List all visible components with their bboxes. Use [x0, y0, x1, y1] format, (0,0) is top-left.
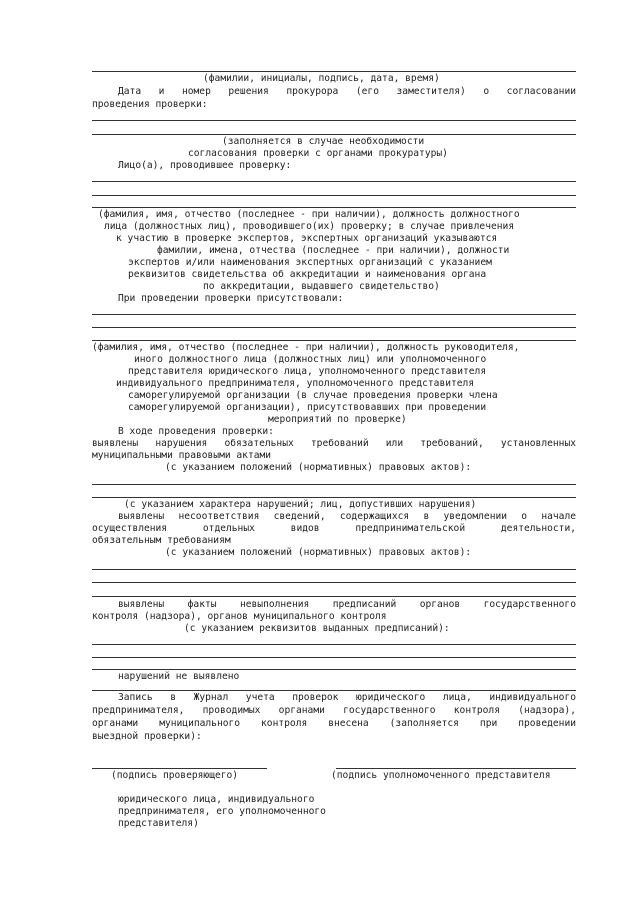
rule	[92, 181, 576, 182]
orders-line: выявлены факты невыполнения предписаний органов государственного	[118, 599, 576, 610]
present-caption-line: индивидуального предпринимателя, уполномоченного представителя	[116, 378, 475, 389]
journal-line: органами муниципального контроля внесена (заполняется при проведении	[92, 718, 576, 729]
journal-line: предпринимателя, проводимых органами государственного контроля (надзора),	[92, 705, 576, 716]
orders-caption: (с указанием реквизитов выданных предписаний):	[184, 623, 450, 634]
acts-caption: (с указанием положений (нормативных) правовых актов):	[165, 462, 472, 473]
journal-line: выездной проверки):	[92, 731, 202, 742]
sign-rep-cont: юридического лица, индивидуального	[118, 794, 315, 805]
rule	[92, 497, 576, 498]
present-caption-line: саморегулируемой организации), присутствовавших при проведении	[128, 402, 487, 413]
during-label: В ходе проведения проверки:	[118, 426, 274, 437]
rule	[92, 582, 576, 583]
rule	[92, 569, 576, 570]
acts-caption: (с указанием положений (нормативных) правовых актов):	[165, 547, 472, 558]
signature-line	[92, 768, 267, 769]
sign-rep-cont: представителя)	[118, 818, 199, 829]
agreement-note: (заполняется в случае необходимости	[222, 136, 425, 147]
inspector-caption-line: (фамилия, имя, отчество (последнее - при наличии), должность должностного	[98, 209, 520, 220]
rule	[92, 340, 576, 341]
rule	[92, 657, 576, 658]
inspector-caption-line: по аккредитации, выдавшего свидетельство)	[203, 281, 440, 292]
inspector-caption-line: реквизитов свидетельства об аккредитации и наименования органа	[128, 269, 487, 280]
sign-rep-cont: предпринимателя, его уполномоченного	[118, 806, 326, 817]
mismatch-line: обязательным требованиям	[92, 535, 231, 546]
rule	[92, 207, 576, 208]
sign-inspector: (подпись проверяющего)	[111, 770, 239, 781]
rule	[92, 669, 576, 670]
present-caption-line: (фамилия, имя, отчество (последнее - при наличии), должность руководителя,	[92, 342, 520, 353]
present-caption-line: мероприятий по проверке)	[268, 414, 407, 425]
rule	[92, 644, 576, 645]
no-violations: нарушений не выявлено	[118, 671, 240, 682]
rule	[92, 484, 576, 485]
rule	[92, 120, 576, 121]
journal-line: Запись в Журнал учета проверок юридического лица, индивидуального	[118, 692, 576, 703]
rule	[92, 596, 576, 597]
present-caption-line: саморегулируемой организации (в случае проведения проверки члена	[128, 390, 498, 401]
violations-line: муниципальными правовыми актами	[92, 450, 272, 461]
rule	[92, 71, 576, 72]
names-caption: (фамилии, инициалы, подпись, дата, время)	[203, 73, 440, 84]
present-caption-line: представителя юридического лица, уполномоченного представителя	[128, 366, 487, 377]
signature-line	[336, 768, 576, 769]
decision-line: Дата и номер решения прокурора (его заместителя) о согласовании	[118, 86, 576, 97]
orders-line: контроля (надзора), органов муниципального контроля	[92, 611, 387, 622]
rule	[92, 314, 576, 315]
mismatch-line: выявлены несоответствия сведений, содержащихся в уведомлении о начале	[118, 511, 576, 522]
mismatch-line: осуществления отдельных видов предпринимательской деятельности,	[92, 523, 576, 534]
violations-caption: (с указанием характера нарушений; лиц, допустивших нарушения)	[124, 499, 477, 510]
rule	[92, 327, 576, 328]
inspector-label: Лицо(а), проводившее проверку:	[118, 160, 292, 171]
violations-line: выявлены нарушения обязательных требований или требований, установленных	[92, 438, 576, 449]
inspector-caption-line: фамилии, имена, отчества (последнее - при наличии), должности	[157, 245, 510, 256]
rule	[92, 195, 576, 196]
agreement-note: согласования проверки с органами прокуратуры)	[188, 148, 448, 159]
inspector-caption-line: к участию в проверке экспертов, экспертных организаций указываются	[116, 233, 498, 244]
present-caption-line: иного должностного лица (должностных лиц) или уполномоченного	[134, 354, 487, 365]
present-label: При проведении проверки присутствовали:	[118, 293, 344, 304]
inspector-caption-line: экспертов и/или наименования экспертных организаций с указанием	[128, 257, 492, 268]
sign-representative: (подпись уполномоченного представителя	[331, 770, 551, 781]
rule	[92, 690, 576, 691]
inspector-caption-line: лица (должностных лиц), проводившего(их) проверку; в случае привлечения	[104, 221, 515, 232]
decision-cont: проведения проверки:	[92, 99, 208, 110]
rule	[92, 134, 576, 135]
